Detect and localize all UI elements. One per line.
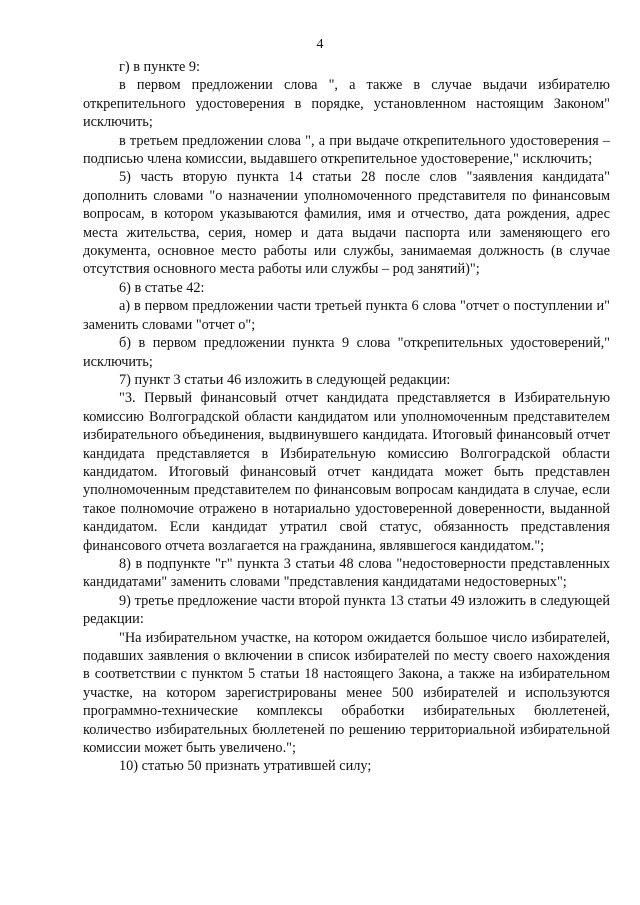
paragraph-third-sentence: в третьем предложении слова ", а при выдаче открепительного удостоверения – подписью члена комиссии, выдавшего открепительное удостоверение," исключить;	[83, 132, 610, 168]
document-body	[83, 58, 610, 776]
page-number: 4	[316, 37, 324, 52]
paragraph-item-9: 9) третье предложение части второй пункта 13 статьи 49 изложить в следующей редакции:	[83, 592, 610, 628]
paragraph-item-10: 10) статью 50 признать утратившей силу;	[119, 758, 372, 775]
paragraph-item-6: 6) в статье 42:	[119, 279, 205, 296]
paragraph-quote-polling-station: "На избирательном участке, на котором ожидается большое число избирателей, подавших заявления о включении в список избирателей по месту своего нахождения в соответствии с пунктом 5 статьи 18 настоящего Закона, а также на избирательном участке, на котором зарегистрированы менее 500 избирателей и используются программно-технические комплексы обработки избирательных бюллетеней, количество избирательных бюллетеней по решению территориальной избирательной комиссии может быть увеличено.";	[83, 629, 610, 757]
paragraph-first-sentence: в первом предложении слова ", а также в случае выдачи избирателю открепительного удостоверения в порядке, установленном настоящим Законом" исключить;	[83, 77, 610, 131]
paragraph-item-8: 8) в подпункте "г" пункта 3 статьи 48 слова "недостоверности представленных кандидатами" заменить словами "представления кандидатами недостоверных";	[83, 555, 610, 591]
paragraph-item-7: 7) пункт 3 статьи 46 изложить в следующей редакции:	[119, 371, 451, 388]
paragraph-quote-financial-report: "3. Первый финансовый отчет кандидата представляется в Избирательную комиссию Волгоградской области кандидатом или уполномоченным представителем избирательного объединения, выдвинувшего кандидата. Итоговый финансовый отчет кандидата представляется в Избирательную комиссию Волгоградской области кандидатом. Итоговый финансовый отчет кандидата может быть представлен уполномоченным представителем по финансовым вопросам кандидата в случае, если такое полномочие отражено в нотариально удостоверенной доверенности, выданной кандидатом. Если кандидат утратил свой статус, обязанность представления финансового отчета возлагается на гражданина, являвшегося кандидатом.";	[83, 390, 610, 554]
paragraph-item-g: г) в пункте 9:	[119, 59, 201, 75]
paragraph-item-5: 5) часть вторую пункта 14 статьи 28 после слов "заявления кандидата" дополнить словами "о назначении уполномоченного представителя по финансовым вопросам, в котором указываются фамилия, имя и отчество, дата рождения, адрес места жительства, серия, номер и дата выдачи паспорта или заменяющего его документа, основное место работы или службы, занимаемая должность (в случае отсутствия основного места работы или службы – род занятий)";	[83, 169, 610, 278]
paragraph-item-6b: б) в первом предложении пункта 9 слова "открепительных удостоверений," исключить;	[83, 335, 610, 370]
paragraph-item-6a: а) в первом предложении части третьей пункта 6 слова "отчет о поступлении и" заменить словами "отчет о";	[83, 298, 610, 333]
